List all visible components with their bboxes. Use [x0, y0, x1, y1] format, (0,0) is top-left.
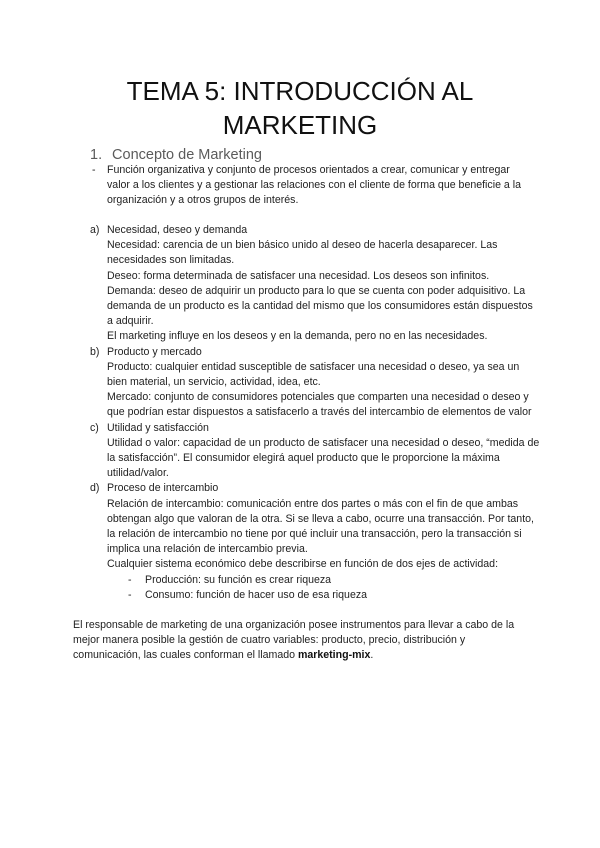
sub-list-item: [107, 588, 540, 603]
item-paragraph: El marketing influye en los deseos y en la demanda, pero no en las necesidades.: [107, 330, 488, 343]
item-marker: d): [90, 482, 100, 495]
item-paragraph: Relación de intercambio: comunicación entre dos partes o más con el fin de que ambas obtengan algo que valoran de la otra. Si se lleva a cabo, ocurre una transacción. Por tanto, la relación de intercambio no tiene por qué incluir una transacción, pero la transacción si implica una relación de intercambio previa.: [107, 497, 534, 556]
item-heading: Proceso de intercambio: [107, 482, 219, 495]
title-line-2: MARKETING: [222, 110, 378, 140]
closing-bold-term: marketing-mix: [297, 649, 371, 662]
item-paragraph: Mercado: conjunto de consumidores potenciales que comparten una necesidad o deseo y que podrían estar dispuestos a satisfacerlo a través del intercambio de elementos de valor: [107, 391, 532, 419]
closing-text: El responsable de marketing de una organización posee instrumentos para llevar a cabo de la mejor manera posible la gestión de cuatro variables: producto, precio, distribución y comunicación, las cuales conforman el llamado: [73, 619, 515, 662]
list-item: [90, 421, 540, 482]
item-heading: Necesidad, deseo y demanda: [107, 224, 248, 236]
item-marker: a): [90, 224, 100, 236]
section-number: 1.: [90, 147, 103, 163]
closing-paragraph: [73, 618, 533, 664]
page-title: [0, 74, 600, 142]
sub-item-text: Consumo: función de hacer uso de esa riqueza: [145, 588, 368, 601]
closing-end: .: [370, 649, 374, 662]
item-paragraph: Producto: cualquier entidad susceptible de satisfacer una necesidad o deseo, ya sea un bien material, un servicio, actividad, idea, etc.: [107, 360, 520, 389]
item-marker: c): [90, 421, 99, 434]
sub-list-item: [107, 573, 540, 588]
section-heading: [90, 146, 262, 164]
sub-dash: -: [128, 588, 132, 601]
item-paragraph: Necesidad: carencia de un bien básico unido al deseo de hacerla desaparecer. Las necesidades son limitadas.: [107, 239, 498, 267]
concept-list: [90, 223, 540, 603]
definition-paragraph: [92, 163, 532, 209]
definition-text: Función organizativa y conjunto de procesos orientados a crear, comunicar y entregar valor a los clientes y a gestionar las relaciones con el cliente de forma que beneficie a la organización y a otros grupos de interés.: [107, 164, 521, 207]
title-line-1: TEMA 5: INTRODUCCIÓN AL: [126, 76, 474, 106]
item-marker: b): [90, 345, 100, 358]
list-item: [90, 345, 540, 421]
sub-item-text: Producción: su función es crear riqueza: [145, 573, 332, 586]
item-paragraph: Cualquier sistema económico debe describirse en función de dos ejes de actividad:: [107, 558, 499, 571]
item-heading: Utilidad y satisfacción: [107, 421, 209, 434]
item-heading: Producto y mercado: [107, 345, 202, 358]
item-paragraph: Deseo: forma determinada de satisfacer una necesidad. Los deseos son infinitos.: [107, 269, 490, 282]
sub-dash: -: [128, 573, 132, 586]
section-title: Concepto de Marketing: [112, 147, 262, 163]
item-paragraph: Utilidad o valor: capacidad de un producto de satisfacer una necesidad o deseo, “medida de la satisfacción”. El consumidor elegirá aquel producto que le proporcione la máxima utilidad/valor.: [107, 436, 540, 480]
list-item: [90, 223, 540, 345]
list-item: [90, 481, 540, 603]
item-paragraph: Demanda: deseo de adquirir un producto para lo que se cuenta con poder adquisitivo. La demanda de un producto es la cantidad del mismo que los consumidores están dispuestos a adquirir.: [107, 284, 533, 328]
dash-bullet: -: [92, 164, 96, 176]
